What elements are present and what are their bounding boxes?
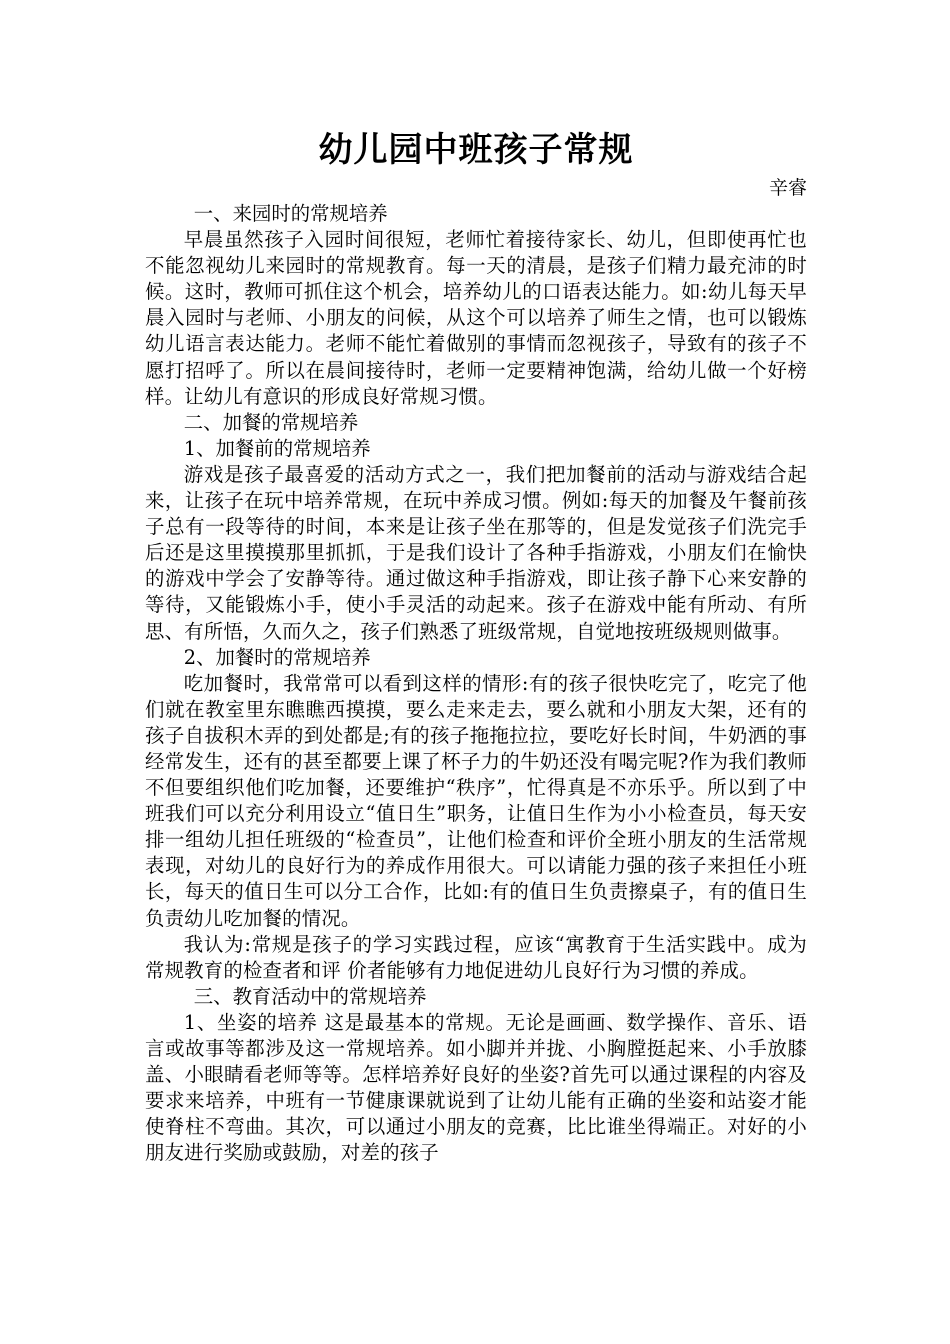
author-name: 辛睿 <box>768 177 807 199</box>
paragraph: 吃加餐时，我常常可以看到这样的情形:有的孩子很快吃完了，吃完了他们就在教室里东瞧瞧西摸摸，要么走来走去，要么就和小朋友大架，还有的孩子自拔积木弄的到处都是;有的孩子拖拖拉拉，要吃好长时间，牛奶洒的事经常发生，还有的甚至都要上课了杯子力的牛奶还没有喝完呢?作为我们教师不但要组织他们吃加餐，还要维护“秩序”，忙得真是不亦乐乎。所以到了中班我们可以充分利用设立“值日生”职务，让值日生作为小小检查员，每天安排一组幼儿担任班级的“检查员”，让他们检查和评价全班小朋友的生活常规表现，对幼儿的良好行为的养成作用很大。可以请能力强的孩子来担任小班长，每天的值日生可以分工合作，比如:有的值日生负责擦桌子，有的值日生负责幼儿吃加餐的情况。 <box>145 671 807 930</box>
subsection-heading: 2、加餐时的常规培养 <box>183 645 371 669</box>
section-heading: 二、加餐的常规培养 <box>183 410 359 434</box>
paragraph: 1、坐姿的培养 这是最基本的常规。无论是画画、数学操作、音乐、语言或故事等都涉及这一常规培养。如小脚并并拢、小胸膛挺起来、小手放膝盖、小眼睛看老师等等。怎样培养好良好的坐姿?首先可以通过课程的内容及要求来培养，中班有一节健康课就说到了让幼儿能有正确的坐姿和站姿才能使脊柱不弯曲。其次，可以通过小朋友的竞赛，比比谁坐得端正。对好的小朋友进行奖励或鼓励，对差的孩子 <box>145 1010 807 1165</box>
section-heading: 三、教育活动中的常规培养 <box>193 984 427 1008</box>
paragraph: 早晨虽然孩子入园时间很短，老师忙着接待家长、幼儿，但即使再忙也不能忽视幼儿来园时的常规教育。每一天的清晨，是孩子们精力最充沛的时候。这时，教师可抓住这个机会，培养幼儿的口语表达能力。如:幼儿每天早晨入园时与老师、小朋友的问候，从这个可以培养了师生之情，也可以锻炼幼儿语言表达能力。老师不能忙着做别的事情而忽视孩子，导致有的孩子不愿打招呼了。所以在晨间接待时，老师一定要精神饱满，给幼儿做一个好榜样。让幼儿有意识的形成良好常规习惯。 <box>145 228 807 408</box>
document-page <box>145 125 807 1166</box>
paragraph: 我认为:常规是孩子的学习实践过程，应该“寓教育于生活实践中。成为常规教育的检查者和评 价者能够有力地促进幼儿良好行为习惯的养成。 <box>145 932 807 982</box>
section-heading: 一、来园时的常规培养 <box>193 202 388 225</box>
paragraph: 游戏是孩子最喜爱的活动方式之一，我们把加餐前的活动与游戏结合起来，让孩子在玩中培养常规，在玩中养成习惯。例如:每天的加餐及午餐前孩子总有一段等待的时间，本来是让孩子坐在那等的，但是发觉孩子们洗完手后还是这里摸摸那里抓抓，于是我们设计了各种手指游戏，小朋友们在愉快的游戏中学会了安静等待。通过做这种手指游戏，即让孩子静下心来安静的等待，又能锻炼小手，使小手灵活的动起来。孩子在游戏中能有所动、有所思、有所悟，久而久之，孩子们熟悉了班级常规，自觉地按班级规则做事。 <box>145 462 807 643</box>
subsection-heading: 1、加餐前的常规培养 <box>183 436 371 460</box>
page-title: 幼儿园中班孩子常规 <box>318 130 634 170</box>
